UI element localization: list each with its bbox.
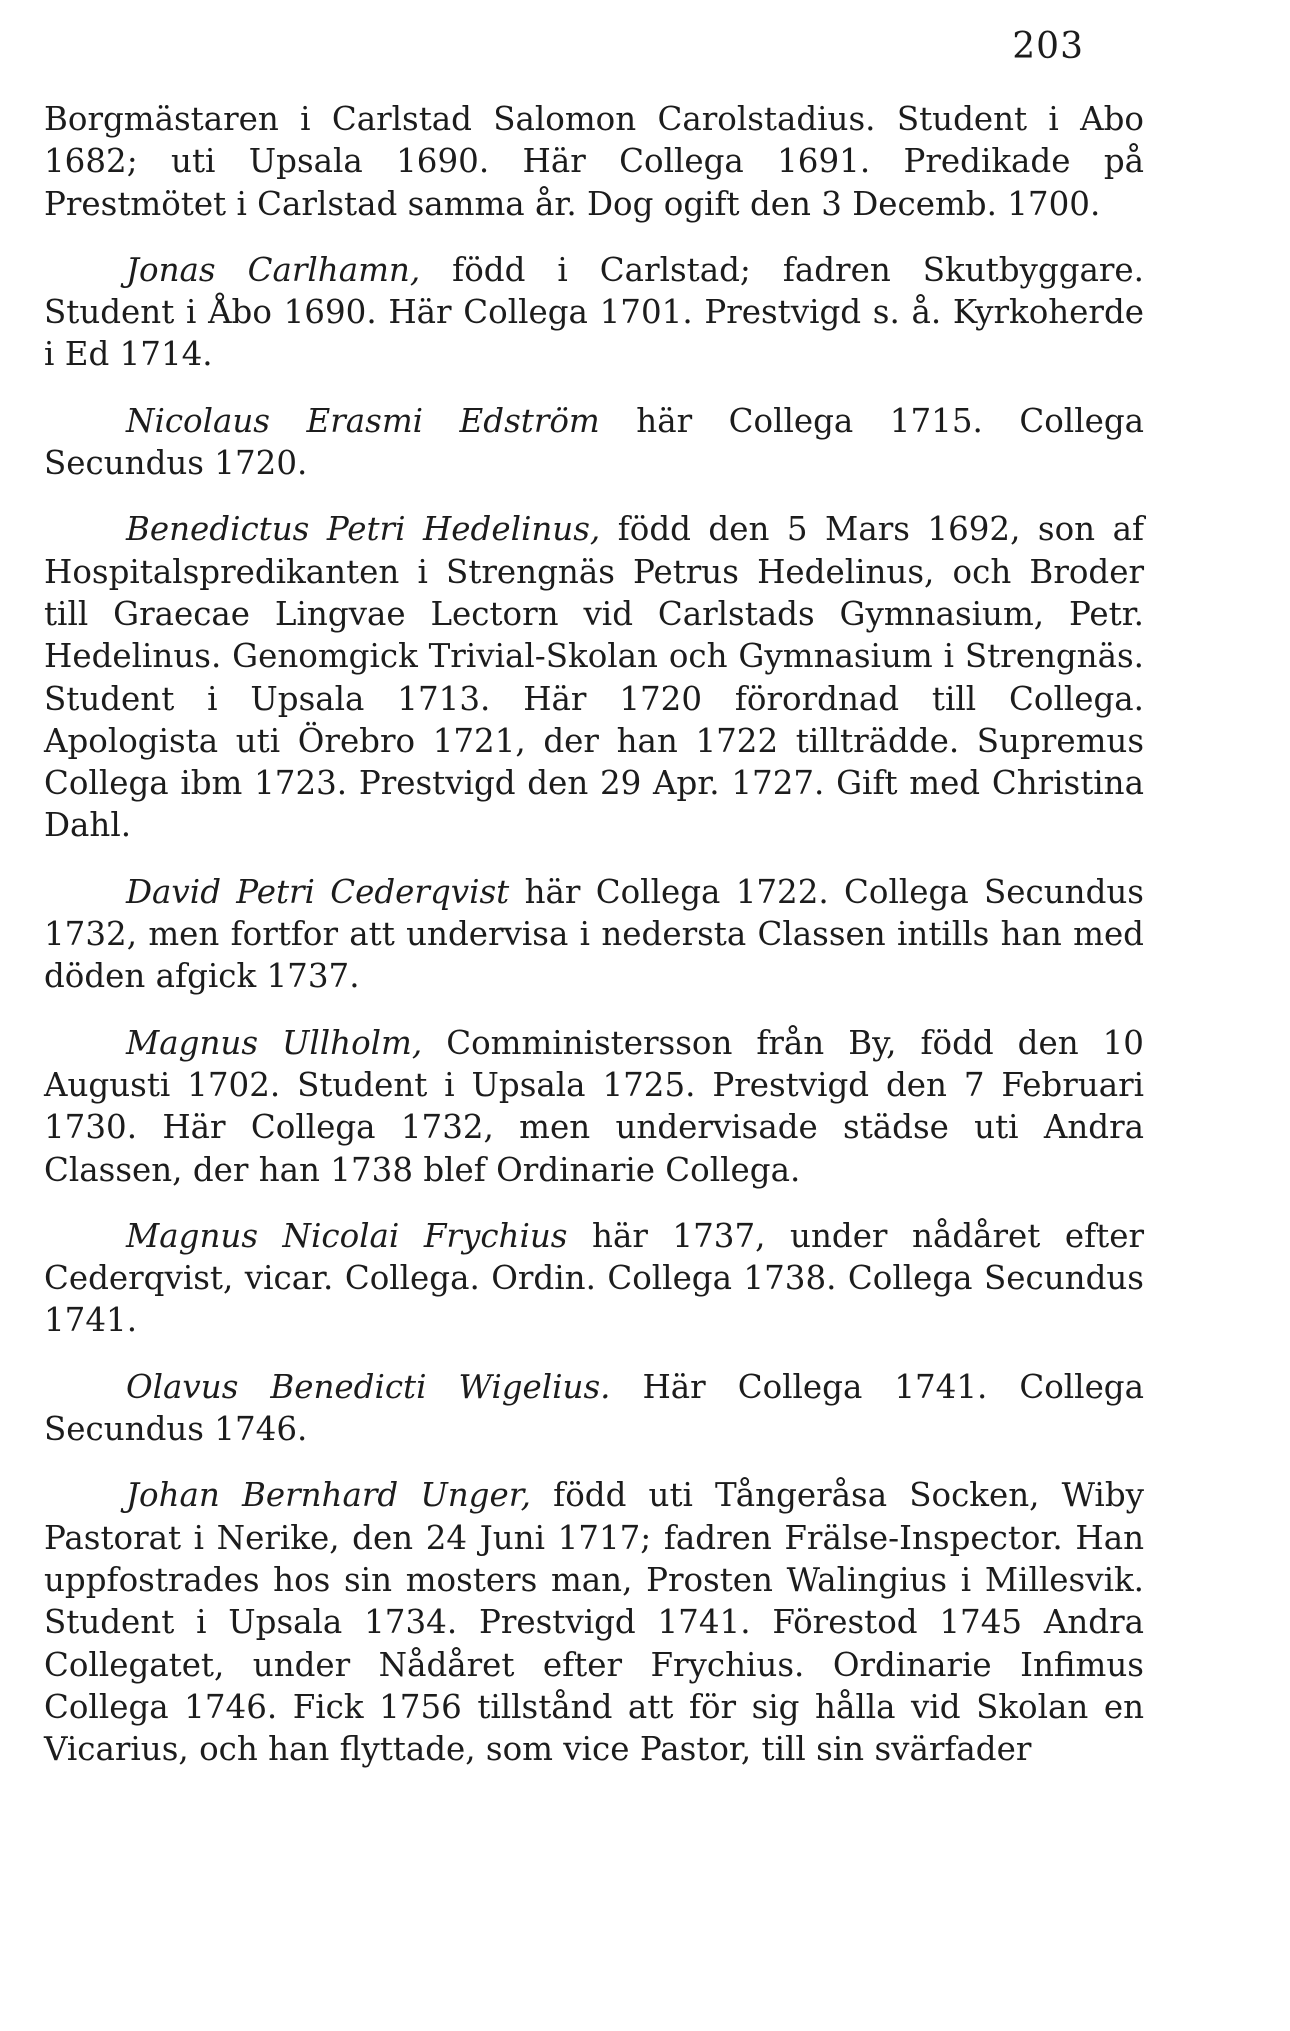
entry-hedelinus xyxy=(44,508,1144,846)
person-name: Nicolaus Erasmi Edström xyxy=(126,401,600,440)
person-name: Benedictus Petri Hedelinus, xyxy=(126,510,601,549)
person-name: Magnus Ullholm, xyxy=(126,1023,423,1062)
entry-unger xyxy=(44,1474,1144,1770)
person-name: Johan Bernhard Unger, xyxy=(126,1476,532,1515)
person-name: Jonas Carlhamn, xyxy=(126,250,421,289)
entry-text: Borgmästaren i Carlstad Salomon Carolstadius. Student i Abo 1682; uti Upsala 1690. Här Collega 1691. Predikade på Prestmötet i Carlstad samma år. Dog ogift den 3 Decemb. 1700. xyxy=(44,100,1144,223)
entry-text: Comministersson från By, född den 10 Augusti 1702. Student i Upsala 1725. Prestvigd den 7 Februari 1730. Här Collega 1732, men undervisade städse uti Andra Classen, der han 1738 blef Ordinarie Collega. xyxy=(44,1023,1144,1189)
person-name: Olavus Benedicti Wigelius. xyxy=(126,1367,611,1406)
entry-text: här Collega 1715. Collega Secundus 1720. xyxy=(44,401,1145,483)
entry-frychius xyxy=(44,1215,1144,1342)
entry-text: född i Carlstad; fadren Skutbyggare. Student i Åbo 1690. Här Collega 1701. Prestvigd s. å. Kyrkoherde i Ed 1714. xyxy=(44,250,1144,374)
person-name: David Petri Cederqvist xyxy=(126,872,510,911)
entry-cederqvist xyxy=(44,871,1144,998)
entry-edstrom xyxy=(44,400,1144,485)
entry-text: Här Collega 1741. Collega Secundus 1746. xyxy=(44,1367,1144,1449)
person-name: Magnus Nicolai Frychius xyxy=(126,1216,568,1255)
entry-text: här Collega 1722. Collega Secundus 1732, men fortfor att undervisa i nedersta Classen intills han med döden afgick 1737. xyxy=(44,872,1144,996)
entry-carlhamn xyxy=(44,249,1144,376)
page-number: 203 xyxy=(1012,26,1084,67)
entry-text: född den 5 Mars 1692, son af Hospitalspredikanten i Strengnäs Petrus Hedelinus, och Broder till Graecae Lingvae Lectorn vid Carlstads Gymnasium, Petr. Hedelinus. Genomgick Trivial-Skolan och Gymnasium i Strengnäs. Student i Upsala 1713. Här 1720 förordnad till Collega. Apologista uti Örebro 1721, der han 1722 tillträdde. Supremus Collega ibm 1723. Prestvigd den 29 Apr. 1727. Gift med Christina Dahl. xyxy=(44,510,1144,845)
entry-ullholm xyxy=(44,1022,1144,1191)
entry-carolstadius xyxy=(44,98,1144,225)
page-text xyxy=(44,98,1144,1794)
entry-text: här 1737, under nådåret efter Cederqvist, vicar. Collega. Ordin. Collega 1738. Collega Secundus 1741. xyxy=(44,1216,1144,1340)
entry-text: född uti Tångeråsa Socken, Wiby Pastorat i Nerike, den 24 Juni 1717; fadren Frälse-Inspector. Han uppfostrades hos sin mosters man, Prosten Walingius i Millesvik. Student i Upsala 1734. Prestvigd 1741. Förestod 1745 Andra Collegatet, under Nådåret efter Frychius. Ordinarie Infimus Collega 1746. Fick 1756 tillstånd att för sig hålla vid Skolan en Vicarius, och han flyttade, som vice Pastor, till sin svärfader xyxy=(44,1476,1144,1769)
entry-wigelius xyxy=(44,1366,1144,1451)
